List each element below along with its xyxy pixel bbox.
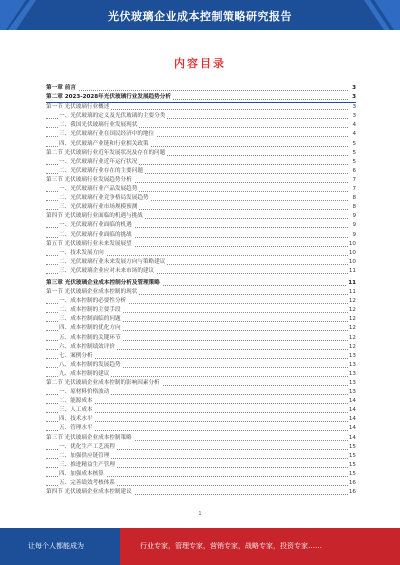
toc-entry-title: 第二章 2023-2028年光伏玻璃行业发展趋势分析	[46, 94, 171, 101]
toc-entry-title: 三、光伏玻璃行业市场规模预测	[59, 204, 138, 211]
toc-entry[interactable]	[46, 488, 356, 497]
toc-entry-page: 14	[348, 398, 356, 405]
toc-entry-page: 15	[348, 470, 356, 477]
toc-entry-page: 3	[352, 94, 356, 101]
toc-entry-page: 5	[352, 149, 356, 156]
toc-entry-page: 13	[348, 352, 356, 359]
toc-entry[interactable]	[46, 288, 356, 297]
toc-entry[interactable]	[46, 221, 356, 230]
toc-entry[interactable]	[46, 379, 356, 388]
toc-entry[interactable]	[46, 434, 356, 443]
toc-entry-page: 10	[348, 258, 356, 265]
toc-entry-title: 一、光伏玻璃行业产品发展趋势	[59, 186, 138, 193]
toc-entry-title: 第四节 光伏玻璃行业面临的机遇与挑战	[46, 213, 143, 220]
toc-entry-page: 12	[348, 334, 356, 341]
toc-entry-page: 9	[352, 222, 356, 229]
toc-entry-title: 四、技术水平	[59, 416, 93, 423]
toc-entry-title: 七、案例分析	[59, 352, 93, 359]
toc-entry-page: 14	[348, 407, 356, 414]
toc-entry-title: 二、光伏玻璃行业未来发展方向与策略建议	[59, 258, 166, 265]
toc-entry[interactable]	[46, 93, 356, 103]
toc-entry[interactable]	[46, 212, 356, 221]
toc-entry-page: 8	[352, 195, 356, 202]
toc-entry-page: 6	[352, 167, 356, 174]
toc-entry-page: 12	[348, 298, 356, 305]
toc-entry-page: 12	[348, 325, 356, 332]
toc-entry[interactable]	[46, 267, 356, 276]
toc-entry-title: 二、光伏玻璃行业存在的主要问题	[59, 167, 143, 174]
toc-entry[interactable]	[46, 258, 356, 267]
toc-entry-title: 四、加强成本核算	[59, 470, 104, 477]
report-header	[0, 0, 400, 30]
toc-entry[interactable]	[46, 470, 356, 479]
toc-entry-page: 13	[348, 380, 356, 386]
toc-entry-page: 13	[348, 361, 356, 368]
toc-entry-page: 15	[348, 461, 356, 468]
toc-entry-title: 三、人工成本	[59, 407, 93, 414]
toc-entry-title: 五、完善绩效考核体系	[59, 480, 115, 487]
toc-entry[interactable]	[46, 240, 356, 249]
footer-slogan: 让每个人都能成为	[28, 542, 84, 550]
toc-entry-title: 第三节 光伏玻璃行业发展趋势分析	[46, 176, 132, 183]
toc-entry-page: 4	[352, 131, 356, 138]
toc-entry[interactable]	[46, 352, 356, 361]
toc-entry[interactable]	[46, 158, 356, 167]
toc-entry-page: 15	[348, 452, 356, 459]
toc-entry-title: 第一节 光伏玻璃行业概述	[46, 104, 110, 111]
toc-entry-title: 三、成本控制面临的问题	[59, 316, 121, 323]
toc-entry-title: 第四节 光伏玻璃企业成本控制建议	[46, 489, 132, 496]
toc-entry-page: 12	[348, 316, 356, 323]
toc-entry-title: 一、优化生产工艺流程	[59, 443, 115, 450]
toc-entry[interactable]	[46, 140, 356, 149]
page-number: 1	[198, 511, 202, 517]
toc-entry[interactable]	[46, 84, 356, 93]
toc-entry-title: 二、加强供应链管理	[59, 452, 110, 459]
toc-entry[interactable]	[46, 361, 356, 370]
toc-entry-page: 16	[348, 480, 356, 487]
toc-entry-page: 3	[352, 113, 356, 120]
toc-entry-title: 第三章 光伏玻璃企业成本控制分析及管理策略	[46, 279, 160, 286]
toc-entry-title: 第一节 光伏玻璃企业成本控制的现状	[46, 289, 138, 296]
toc-entry-title: 九、成本控制的建议	[59, 370, 110, 377]
toc-entry-title: 第五节 光伏玻璃行业未来发展展望	[46, 240, 132, 247]
toc-entry-title: 六、成本控制绩效评价	[59, 343, 115, 350]
toc-entry-title: 一、光伏玻璃的定义及光伏玻璃的主要分类	[59, 113, 166, 120]
toc-entry-title: 一、技术发展方向	[59, 249, 104, 256]
toc-entry[interactable]	[46, 203, 356, 212]
toc-entry[interactable]	[46, 315, 356, 324]
toc-entry-title: 四、光伏玻璃产业链和行业相关政策	[59, 140, 149, 147]
toc-entry-title: 第二节 光伏玻璃企业成本控制的影响因素分析	[46, 380, 160, 386]
toc-entry[interactable]	[46, 185, 356, 194]
toc-entry-title: 一、光伏玻璃行业面临的机遇	[59, 222, 132, 229]
report-title: 光伏玻璃企业成本控制策略研究报告	[108, 10, 292, 23]
toc-entry-page: 12	[348, 343, 356, 350]
toc-entry[interactable]	[46, 306, 356, 315]
toc-entry[interactable]	[46, 343, 356, 352]
toc-entry-page: 11	[348, 267, 356, 274]
toc-leader-dots	[46, 90, 348, 91]
toc-entry-page: 3	[352, 85, 356, 91]
toc-entry-title: 二、成本控制的主要手段	[59, 307, 121, 314]
toc-entry-page: 14	[348, 434, 356, 441]
toc-entry[interactable]	[46, 297, 356, 306]
toc-entry-page: 8	[352, 204, 356, 211]
toc-entry[interactable]	[46, 334, 356, 343]
toc-entry[interactable]	[46, 452, 356, 461]
toc-entry-title: 三、推进精益生产管理	[59, 461, 115, 468]
toc-entry[interactable]	[46, 406, 356, 415]
toc-entry-page: 10	[348, 249, 356, 256]
toc-entry-page: 5	[352, 158, 356, 165]
toc-entry-page: 3	[352, 104, 356, 111]
header-right-decoration-icon	[360, 0, 400, 30]
toc-entry-title: 二、能源成本	[59, 398, 93, 405]
toc-entry[interactable]	[46, 231, 356, 240]
toc-entry-title: 第一章 前言	[46, 85, 76, 91]
toc-entry[interactable]	[46, 370, 356, 379]
toc-entry[interactable]	[46, 249, 356, 258]
toc-entry[interactable]	[46, 279, 356, 288]
toc-entry[interactable]	[46, 149, 356, 158]
toc-entry[interactable]	[46, 167, 356, 176]
toc-entry-page: 10	[348, 240, 356, 247]
toc-entry[interactable]	[46, 324, 356, 333]
toc-entry[interactable]	[46, 103, 356, 112]
report-footer	[0, 528, 400, 565]
toc-entry-title: 一、原材料价格波动	[59, 389, 110, 396]
toc-entry-page: 14	[348, 425, 356, 432]
toc-entry-title: 第二节 光伏玻璃行业近年发展状况及存在的问题	[46, 149, 166, 156]
toc-entry-title: 四、成本控制的优化方向	[59, 325, 121, 332]
toc-entry-title: 三、光伏玻璃企业应对未来市场的建议	[59, 267, 155, 274]
toc-entry-page: 11	[348, 289, 356, 296]
toc-entry[interactable]	[46, 130, 356, 139]
toc-entry-title: 五、成本控制的关键环节	[59, 334, 121, 341]
table-of-contents	[46, 84, 356, 497]
toc-entry[interactable]	[46, 388, 356, 397]
toc-entry[interactable]	[46, 479, 356, 488]
toc-entry-page: 13	[348, 389, 356, 396]
toc-entry-page: 11	[348, 279, 356, 286]
toc-entry[interactable]	[46, 112, 356, 121]
toc-entry-page: 13	[348, 370, 356, 377]
toc-entry[interactable]	[46, 443, 356, 452]
footer-tags: 行业专家，管理专家，营销专家，战略专家，投资专家……	[140, 542, 322, 550]
toc-entry-title: 二、我国光伏玻璃行业发展现状	[59, 122, 138, 129]
toc-entry[interactable]	[46, 461, 356, 470]
toc-entry-page: 9	[352, 231, 356, 238]
toc-entry[interactable]	[46, 176, 356, 185]
toc-entry-page: 12	[348, 307, 356, 314]
toc-entry-page: 4	[352, 122, 356, 129]
toc-entry-title: 二、光伏玻璃行业面临的挑战	[59, 231, 132, 238]
toc-entry-page: 5	[352, 140, 356, 147]
toc-entry-page: 9	[352, 213, 356, 220]
toc-entry-title: 一、成本控制的必要性分析	[59, 298, 127, 305]
toc-entry-page: 15	[348, 443, 356, 450]
toc-entry-page: 14	[348, 416, 356, 423]
toc-entry[interactable]	[46, 121, 356, 130]
toc-entry[interactable]	[46, 194, 356, 203]
toc-entry-title: 第三节 光伏玻璃企业成本控制策略	[46, 434, 132, 441]
toc-entry-title: 一、光伏玻璃行业近年运行状况	[59, 158, 138, 165]
toc-entry-title: 三、光伏玻璃行业在国民经济中的地位	[59, 131, 155, 138]
toc-entry-page: 7	[352, 176, 356, 183]
toc-entry-page: 7	[352, 186, 356, 193]
toc-entry-title: 二、光伏玻璃行业竞争格局发展趋势	[59, 195, 149, 202]
toc-entry-title: 八、成本控制的发展趋势	[59, 361, 121, 368]
toc-entry[interactable]	[46, 415, 356, 424]
toc-title: 内容目录	[174, 57, 226, 70]
toc-entry[interactable]	[46, 397, 356, 406]
toc-entry-page: 16	[348, 489, 356, 496]
toc-entry[interactable]	[46, 424, 356, 433]
toc-entry-title: 五、管理水平	[59, 425, 93, 432]
